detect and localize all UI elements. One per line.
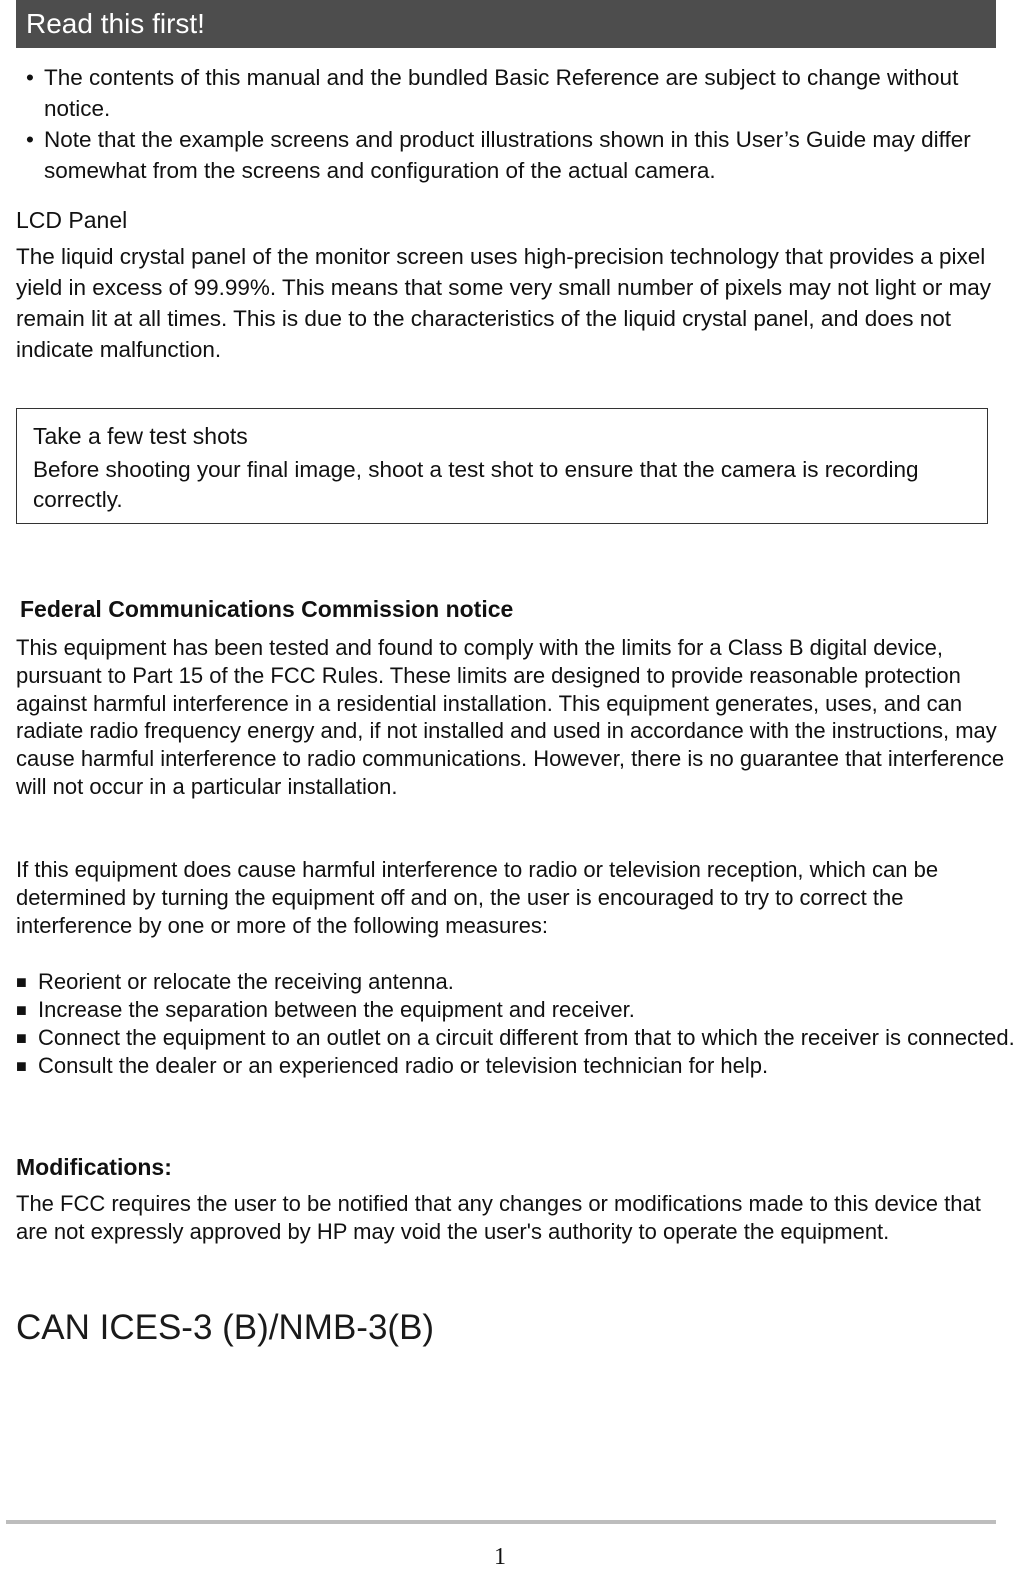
page-number: 1 [494, 1544, 506, 1570]
lcd-panel-body: The liquid crystal panel of the monitor screen uses high-precision technology that provides a pixel yield in excess of 99.99%. This means that some very small number of pixels may not light or may remain lit at all times. This is due to the characteristics of the liquid crystal panel, and does not indicate malfunction. [16, 244, 992, 362]
note-item [24, 124, 1014, 186]
test-shots-body: Before shooting your final image, shoot a test shot to ensure that the camera is recording correctly. [33, 457, 919, 512]
measure-text: Reorient or relocate the receiving antenna. [38, 969, 454, 994]
square-bullet-icon: ■ [16, 1028, 27, 1048]
modifications-heading: Modifications: [16, 1154, 172, 1180]
fcc-paragraph-2: If this equipment does cause harmful interference to radio or television reception, which can be determined by turning the equipment off and on, the user is encouraged to try to correct the interference by one or more of the following measures: [16, 857, 939, 938]
bullet-icon: • [26, 127, 34, 152]
measure-item [16, 1052, 1016, 1080]
measure-text: Consult the dealer or an experienced radio or television technician for help. [38, 1053, 769, 1078]
measure-item [16, 968, 1016, 996]
square-bullet-icon: ■ [16, 1000, 27, 1020]
measure-text: Connect the equipment to an outlet on a circuit different from that to which the receiver is connected. [38, 1025, 1015, 1050]
measure-item [16, 1024, 1016, 1052]
square-bullet-icon: ■ [16, 1056, 27, 1076]
footer-divider [6, 1520, 996, 1524]
measure-text: Increase the separation between the equipment and receiver. [38, 997, 635, 1022]
note-text: The contents of this manual and the bundled Basic Reference are subject to change without notice. [44, 65, 959, 121]
lcd-panel-heading: LCD Panel [16, 207, 128, 233]
note-item [24, 62, 1014, 124]
test-shots-heading: Take a few test shots [33, 423, 248, 449]
test-shots-box [16, 408, 988, 524]
section-title: Read this first! [26, 8, 205, 39]
measure-item [16, 996, 1016, 1024]
bullet-icon: • [26, 65, 34, 90]
note-text: Note that the example screens and product illustrations shown in this User’s Guide may differ somewhat from the screens and configuration of the actual camera. [44, 127, 971, 183]
fcc-measures-list [16, 968, 1016, 1080]
ices-compliance-label: CAN ICES-3 (B)/NMB-3(B) [16, 1308, 435, 1347]
fcc-paragraph-1: This equipment has been tested and found to comply with the limits for a Class B digital device, pursuant to Part 15 of the FCC Rules. These limits are designed to provide reasonable protection against harmful interference in a residential installation. This equipment generates, uses, and can radiate radio frequency energy and, if not installed and used in accordance with the instructions, may cause harmful interference to radio communications. However, there is no guarantee that interference will not occur in a particular installation. [16, 635, 1005, 799]
fcc-heading: Federal Communications Commission notice [20, 596, 514, 622]
square-bullet-icon: ■ [16, 972, 27, 992]
modifications-body: The FCC requires the user to be notified that any changes or modifications made to this device that are not expressly approved by HP may void the user's authority to operate the equipment. [16, 1191, 981, 1244]
notes-list [24, 62, 1014, 186]
